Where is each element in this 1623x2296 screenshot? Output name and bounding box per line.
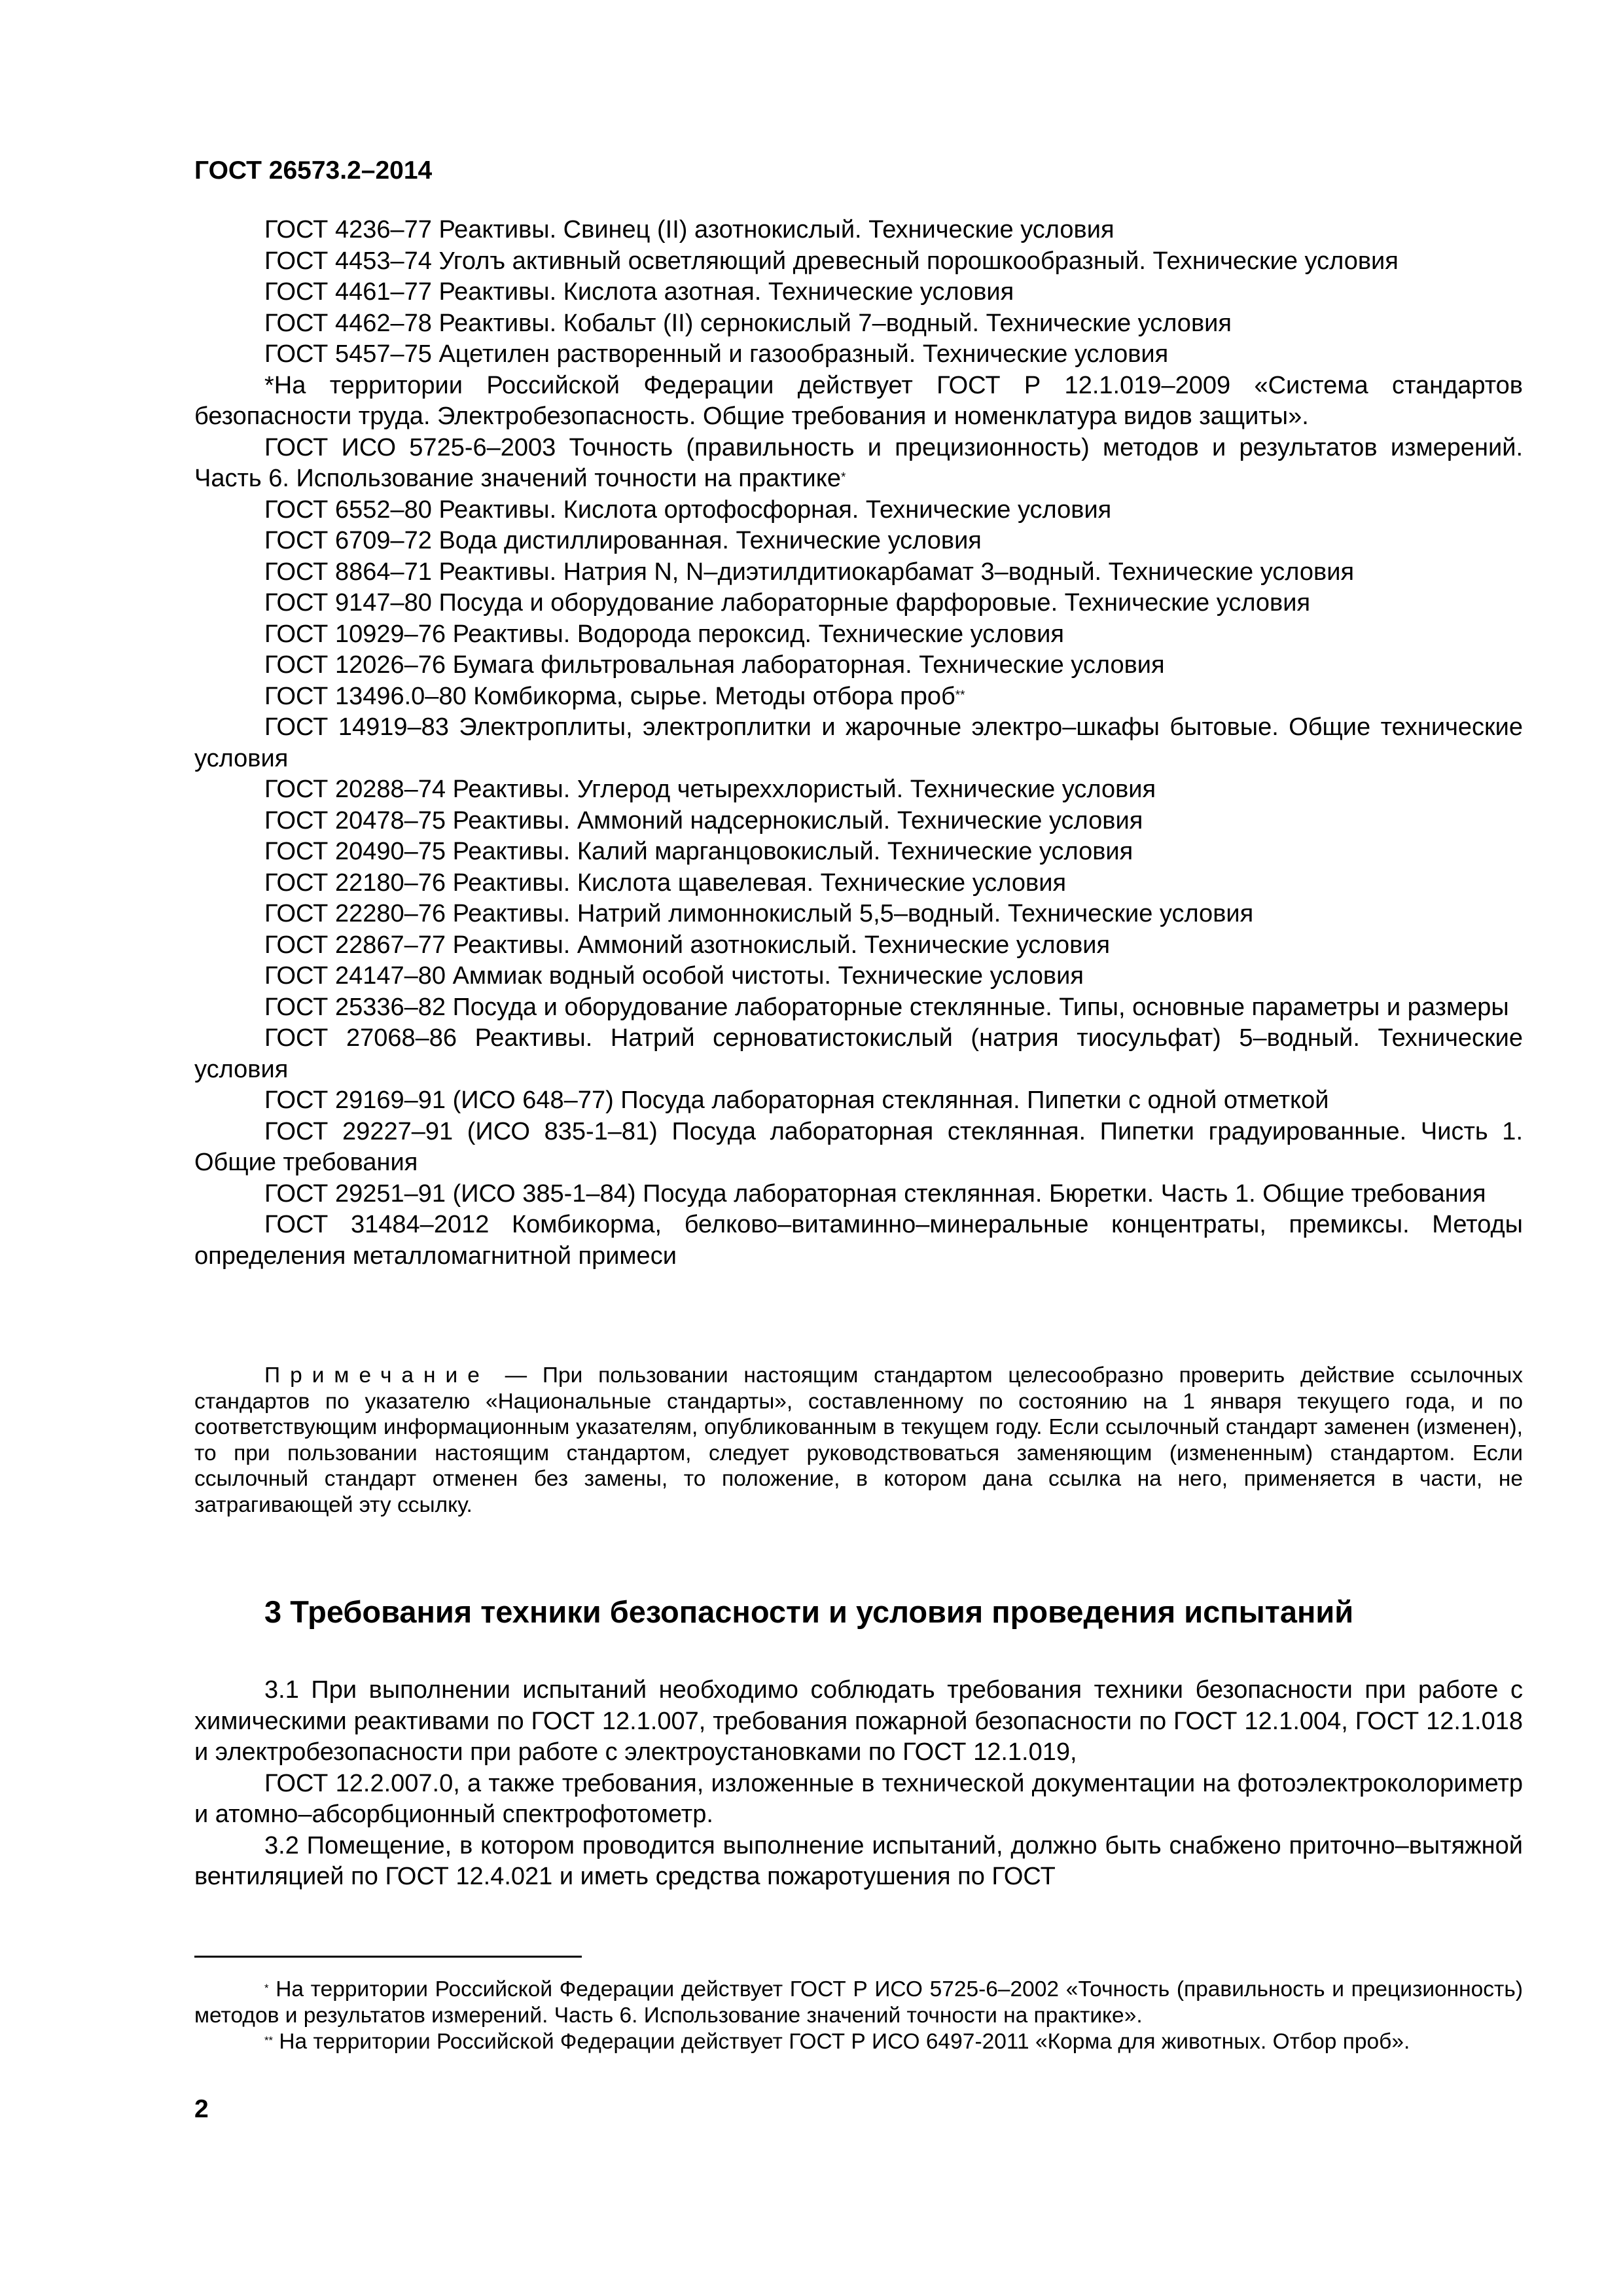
note-text: — При пользовании настоящим стандартом целесообразно проверить действие ссылочных стандартов по указателю «Национальные стандарты», составленному по состоянию на 1 января текущего года, и по соответствующим информационным указателям, опубликованным в текущем году. Если ссылочный стандарт заменен (изменен), то при пользовании настоящим стандартом, следует руководствоваться заменяющим (измененным) стандартом. Если ссылочный стандарт отменен без замены, то положение, в котором дана ссылка на него, применяется в части, не затрагивающей эту ссылку. <box>194 1363 1523 1517</box>
reference-item: ГОСТ 13496.0–80 Комбикорма, сырье. Методы отбора проб** <box>264 682 965 710</box>
footnote-mark: ** <box>264 2034 274 2047</box>
reference-item: ГОСТ 20490–75 Реактивы. Калий марганцовокислый. Технические условия <box>264 838 1133 865</box>
reference-item: ГОСТ 4236–77 Реактивы. Свинец (II) азотнокислый. Технические условия <box>264 216 1115 243</box>
section-title: 3 Требования техники безопасности и условия проведения испытаний <box>264 1594 1354 1629</box>
normative-references <box>194 215 1523 1272</box>
reference-item: ГОСТ 9147–80 Посуда и оборудование лабораторные фарфоровые. Технические условия <box>264 589 1311 617</box>
reference-item: ГОСТ 4461–77 Реактивы. Кислота азотная. Технические условия <box>264 278 1014 306</box>
footnote-mark: * <box>264 1982 269 1995</box>
document-header: ГОСТ 26573.2–2014 <box>194 156 433 185</box>
reference-item: ГОСТ 5457–75 Ацетилен растворенный и газообразный. Технические условия <box>264 340 1169 368</box>
reference-item: ГОСТ 27068–86 Реактивы. Натрий серноватистокислый (натрия тиосульфат) 5–водный. Технические условия <box>194 1024 1523 1083</box>
reference-item: ГОСТ 4453–74 Уголъ активный осветляющий древесный порошкообразный. Технические условия <box>264 247 1399 275</box>
page-number: 2 <box>194 2095 209 2123</box>
reference-item: *На территории Российской Федерации действует ГОСТ Р 12.1.019–2009 «Система стандартов безопасности труда. Электробезопасность. Общие требования и номенклатура видов защиты». <box>194 371 1523 430</box>
footnote: ** На территории Российской Федерации действует ГОСТ Р ИСО 6497-2011 «Корма для животных. Отбор проб». <box>264 2030 1410 2054</box>
reference-item: ГОСТ 14919–83 Электроплиты, электроплитки и жарочные электро–шкафы бытовые. Общие технические условия <box>194 713 1523 772</box>
reference-item: ГОСТ 4462–78 Реактивы. Кобальт (II) сернокислый 7–водный. Технические условия <box>264 309 1232 337</box>
reference-item: ГОСТ 6552–80 Реактивы. Кислота ортофосфорная. Технические условия <box>264 495 1112 524</box>
reference-item: ГОСТ 20288–74 Реактивы. Углерод четыреххлористый. Технические условия <box>264 776 1156 803</box>
references-note <box>194 1363 1523 1518</box>
reference-item: ГОСТ 20478–75 Реактивы. Аммоний надсернокислый. Технические условия <box>264 806 1143 834</box>
reference-item: ГОСТ 8864–71 Реактивы. Натрия N, N–диэтилдитиокарбамат 3–водный. Технические условия <box>264 558 1355 586</box>
reference-item: ГОСТ 29169–91 (ИСО 648–77) Посуда лабораторная стеклянная. Пипетки с одной отметкой <box>264 1086 1329 1114</box>
reference-item: ГОСТ 10929–76 Реактивы. Водорода пероксид. Технические условия <box>264 620 1064 648</box>
footnotes <box>194 1977 1523 2055</box>
reference-item: ГОСТ 24147–80 Аммиак водный особой чистоты. Технические условия <box>264 962 1084 990</box>
note-label: Примечание <box>264 1363 490 1388</box>
reference-item: ГОСТ 29227–91 (ИСО 835-1–81) Посуда лабораторная стеклянная. Пипетки градуированные. Чисть 1. Общие требования <box>194 1117 1523 1176</box>
section-3 <box>194 1594 1523 1893</box>
reference-item: ГОСТ 22867–77 Реактивы. Аммоний азотнокислый. Технические условия <box>264 931 1111 959</box>
section-paragraph: 3.2 Помещение, в котором проводится выполнение испытаний, должно быть снабжено приточно–вытяжной вентиляцией по ГОСТ 12.4.021 и иметь средства пожаротушения по ГОСТ <box>194 1831 1523 1890</box>
reference-item: ГОСТ 25336–82 Посуда и оборудование лабораторные стеклянные. Типы, основные параметры и размеры <box>264 993 1509 1021</box>
footnote-mark: * <box>840 471 846 485</box>
footnote: * На территории Российской Федерации действует ГОСТ Р ИСО 5725-6–2002 «Точность (правильность и прецизионность) методов и результатов измерений. Часть 6. Использование значений точности на практике». <box>194 1977 1523 2028</box>
footnote-divider <box>194 1956 582 1958</box>
section-paragraph: 3.1 При выполнении испытаний необходимо соблюдать требования техники безопасности при работе с химическими реактивами по ГОСТ 12.1.007, требования пожарной безопасности по ГОСТ 12.1.004, ГОСТ 12.1.018 и электробезопасности при работе с электроустановками по ГОСТ 12.1.019, <box>194 1676 1523 1766</box>
reference-item: ГОСТ 12026–76 Бумага фильтровальная лабораторная. Технические условия <box>264 651 1165 679</box>
reference-item: ГОСТ 31484–2012 Комбикорма, белково–витаминно–минеральные концентраты, премиксы. Методы определения металломагнитной примеси <box>194 1211 1523 1270</box>
reference-item: ГОСТ 22180–76 Реактивы. Кислота щавелевая. Технические условия <box>264 869 1067 897</box>
footnote-mark: ** <box>955 688 965 702</box>
section-paragraph: ГОСТ 12.2.007.0, а также требования, изложенные в технической документации на фотоэлектроколориметр и атомно–абсорбционный спектрофотометр. <box>194 1769 1523 1828</box>
reference-item: ГОСТ ИСО 5725-6–2003 Точность (правильность и прецизионность) методов и результатов измерений. Часть 6. Использование значений точности на практике* <box>194 433 1523 492</box>
reference-item: ГОСТ 29251–91 (ИСО 385-1–84) Посуда лабораторная стеклянная. Бюретки. Часть 1. Общие требования <box>264 1179 1486 1208</box>
reference-item: ГОСТ 6709–72 Вода дистиллированная. Технические условия <box>264 527 982 554</box>
reference-item: ГОСТ 22280–76 Реактивы. Натрий лимоннокислый 5,5–водный. Технические условия <box>264 900 1254 927</box>
